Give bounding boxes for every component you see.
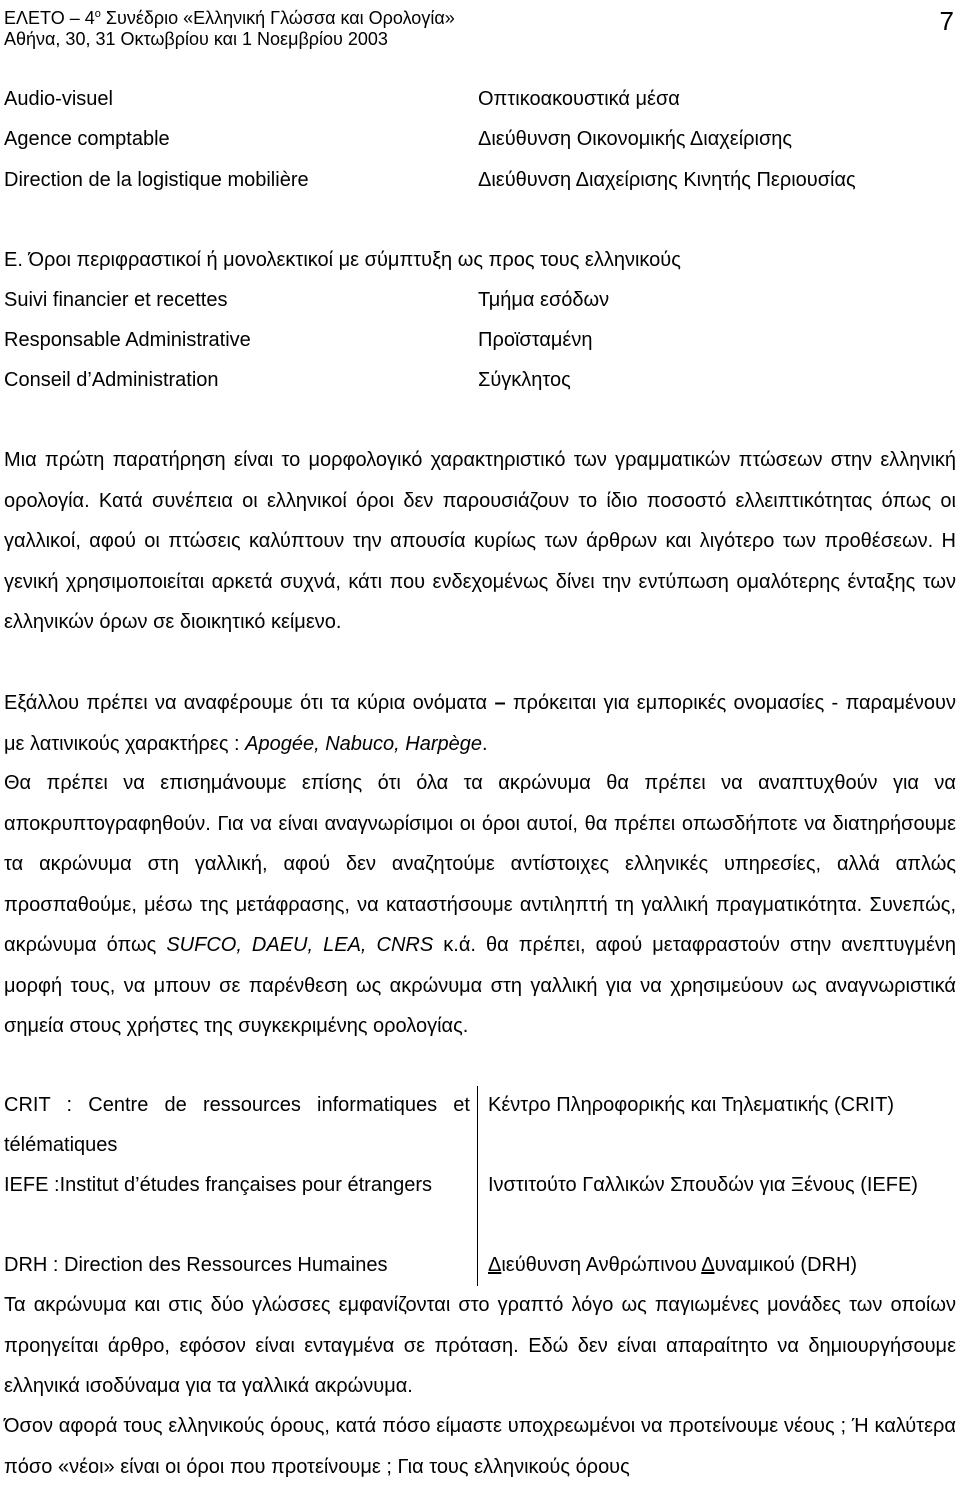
term-e-el-2: Σύγκλητος <box>478 369 571 391</box>
term-e-fr-0: Suivi financier et recettes <box>4 289 228 311</box>
term-fr-2: Direction de la logistique mobilière <box>4 169 309 191</box>
table-divider <box>477 1086 478 1286</box>
term-e-fr-1: Responsable Administrative <box>4 329 251 351</box>
term-fr-0: Audio-visuel <box>4 88 113 110</box>
header-conference: ΕΛΕΤΟ – $4^o$ Συνέδριο «Ελληνική Γλώσσα και Ορολογία» <box>4 8 455 28</box>
paragraph-5: Όσον αφορά τους ελληνικούς όρους, κατά πόσο είμαστε υποχρεωμένοι να προτείνουμε νέους ; Ή καλύτερα πόσο «νέοι» είναι οι όροι που προτείνουμε ; Για τους ελληνικούς όρους <box>4 1415 956 1478</box>
acronym-el-1: Ινστιτούτο Γαλλικών Σπουδών για Ξένους (IEFE) <box>488 1174 918 1196</box>
paragraph-2: Εξάλλου πρέπει να αναφέρουμε ότι τα κύρια ονόματα – πρόκειται για εμπορικές ονομασίες - παραμένουν με λατινικούς χαρακτήρες : Apogée, Nabuco, Harpège. <box>4 692 956 755</box>
acronym-el-2: Διεύθυνση Ανθρώπινου Δυναμικού (DRH) <box>488 1254 858 1276</box>
section-heading: Ε. Όροι περιφραστικοί ή μονολεκτικοί με σύμπτυξη ως προς τους ελληνικούς <box>4 249 681 271</box>
term-el-0: Οπτικοακουστικά μέσα <box>478 88 680 110</box>
term-el-1: Διεύθυνση Οικονομικής Διαχείρισης <box>478 128 793 150</box>
term-e-el-0: Τμήμα εσόδων <box>478 289 610 311</box>
term-e-el-1: Προϊσταμένη <box>478 329 593 351</box>
paragraph-3: Θα πρέπει να επισημάνουμε επίσης ότι όλα τα ακρώνυμα θα πρέπει να αναπτυχθούν για να αποκρυπτογραφηθούν. Για να είναι αναγνωρίσιμοι οι όροι αυτοί, θα πρέπει οπωσδήποτε να διατηρήσουμε τα ακρώνυμα στη γαλλική, αφού δεν αναζητούμε αντίστοιχες ελληνικές υπηρεσίες, αλλά απλώς προσπαθούμε, μέσω της μετάφρασης, να καταστήσουμε αντιληπτή τη γαλλική πραγματικότητα. Συνεπώς, ακρώνυμα όπως SUFCO, DAEU, LEA, CNRS κ.ά. θα πρέπει, αφού μεταφραστούν στην ανεπτυγμένη μορφή τους, να μπουν σε παρένθεση ως ακρώνυμα στη γαλλική για να χρησιμεύουν ως αναγνωριστικά σημεία στους χρήστες της συγκεκριμένης ορολογίας. <box>4 772 956 1037</box>
acronym-fr-0: CRIT : Centre de ressources informatiques et télématiques <box>4 1094 470 1156</box>
term-e-fr-2: Conseil d’Administration <box>4 369 219 391</box>
acronym-fr-1: IEFE :Institut d’études françaises pour étrangers <box>4 1174 432 1196</box>
paragraph-1: Μια πρώτη παρατήρηση είναι το μορφολογικό χαρακτηριστικό των γραμματικών πτώσεων στην ελληνική ορολογία. Κατά συνέπεια οι ελληνικοί όροι δεν παρουσιάζουν το ίδιο ποσοστό ελλειπτικότητας όπως οι γαλλικοί, αφού οι πτώσεις καλύπτουν την απουσία κυρίως των άρθρων και λιγότερο των προθέσεων. Η γενική χρησιμοποιείται αρκετά συχνά, κάτι που ενδεχομένως δίνει την εντύπωση ομαλότερης ένταξης των ελληνικών όρων σε διοικητικό κείμενο. <box>4 449 956 633</box>
acronym-el-0: Κέντρο Πληροφορικής και Τηλεματικής (CRIT) <box>488 1094 894 1116</box>
acronym-fr-2: DRH : Direction des Ressources Humaines <box>4 1254 388 1276</box>
header-date: Αθήνα, 30, 31 Οκτωβρίου και 1 Νοεμβρίου 2003 <box>4 29 388 49</box>
term-el-2: Διεύθυνση Διαχείρισης Κινητής Περιουσίας <box>478 169 856 191</box>
page-number: 7 <box>939 6 954 36</box>
term-fr-1: Agence comptable <box>4 128 170 150</box>
running-header <box>4 4 455 50</box>
paragraph-4: Τα ακρώνυμα και στις δύο γλώσσες εμφανίζονται στο γραπτό λόγο ως παγιωμένες μονάδες των οποίων προηγείται άρθρο, εφόσον είναι ενταγμένα σε πρόταση. Εδώ δεν είναι απαραίτητο να δημιουργήσουμε ελληνικά ισοδύναμα για τα γαλλικά ακρώνυμα. <box>4 1294 956 1397</box>
